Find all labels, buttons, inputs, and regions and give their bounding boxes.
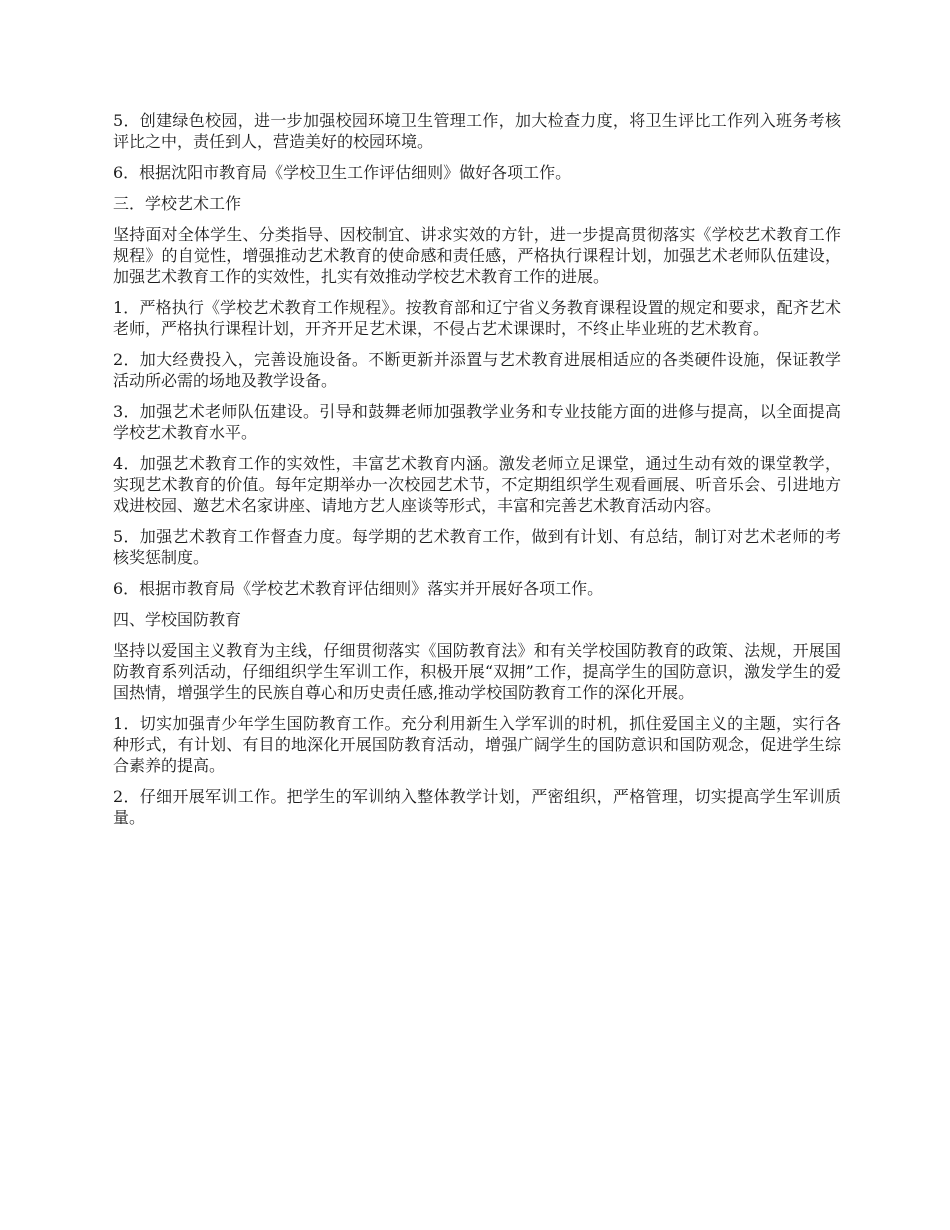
section-heading-art: 三．学校艺术工作 — [113, 194, 242, 213]
paragraph-art-item-4: 4．加强艺术教育工作的实效性，丰富艺术教育内涵。激发老师立足课堂，通过生动有效的课堂教学，实现艺术教育的价值。每年定期举办一次校园艺术节，不定期组织学生观看画展、听音乐会、引进地方戏进校园、邀艺术名家讲座、请地方艺人座谈等形式，丰富和完善艺术教育活动内容。 — [113, 454, 841, 515]
paragraph-defense-item-2: 2．仔细开展军训工作。把学生的军训纳入整体教学计划，严密组织，严格管理，切实提高学生军训质量。 — [113, 787, 841, 827]
paragraph-art-item-3: 3．加强艺术老师队伍建设。引导和鼓舞老师加强教学业务和专业技能方面的进修与提高，以全面提高学校艺术教育水平。 — [113, 402, 841, 442]
paragraph-art-item-2: 2．加大经费投入，完善设施设备。不断更新并添置与艺术教育进展相适应的各类硬件设施，保证教学活动所必需的场地及教学设备。 — [113, 350, 841, 390]
paragraph-defense-intro: 坚持以爱国主义教育为主线，仔细贯彻落实《国防教育法》和有关学校国防教育的政策、法规，开展国防教育系列活动，仔细组织学生军训工作，积极开展“双拥”工作，提高学生的国防意识，激发学生的爱国热情，增强学生的民族自尊心和历史责任感,推动学校国防教育工作的深化开展。 — [113, 641, 841, 702]
paragraph-defense-item-1: 1．切实加强青少年学生国防教育工作。充分利用新生入学军训的时机，抓住爱国主义的主题，实行各种形式，有计划、有目的地深化开展国防教育活动，增强广阔学生的国防意识和国防观念，促进学生综合素养的提高。 — [113, 714, 841, 775]
paragraph-green-campus: 5．创建绿色校园，进一步加强校园环境卫生管理工作，加大检查力度，将卫生评比工作列入班务考核评比之中，责任到人，营造美好的校园环境。 — [113, 111, 841, 151]
paragraph-art-item-5: 5．加强艺术教育工作督查力度。每学期的艺术教育工作，做到有计划、有总结，制订对艺术老师的考核奖惩制度。 — [113, 527, 841, 567]
paragraph-art-intro: 坚持面对全体学生、分类指导、因校制宜、讲求实效的方针，进一步提高贯彻落实《学校艺术教育工作规程》的自觉性，增强推动艺术教育的使命感和责任感，严格执行课程计划，加强艺术老师队伍建设，加强艺术教育工作的实效性，扎实有效推动学校艺术教育工作的进展。 — [113, 225, 841, 286]
section-heading-defense: 四、学校国防教育 — [113, 610, 242, 629]
document-body — [113, 110, 841, 838]
paragraph-art-item-1: 1．严格执行《学校艺术教育工作规程》。按教育部和辽宁省义务教育课程设置的规定和要求，配齐艺术老师，严格执行课程计划，开齐开足艺术课，不侵占艺术课课时，不终止毕业班的艺术教育。 — [113, 298, 841, 338]
paragraph-art-item-6: 6．根据市教育局《学校艺术教育评估细则》落实并开展好各项工作。 — [113, 579, 604, 598]
paragraph-health-evaluation: 6．根据沈阳市教育局《学校卫生工作评估细则》做好各项工作。 — [113, 163, 572, 182]
